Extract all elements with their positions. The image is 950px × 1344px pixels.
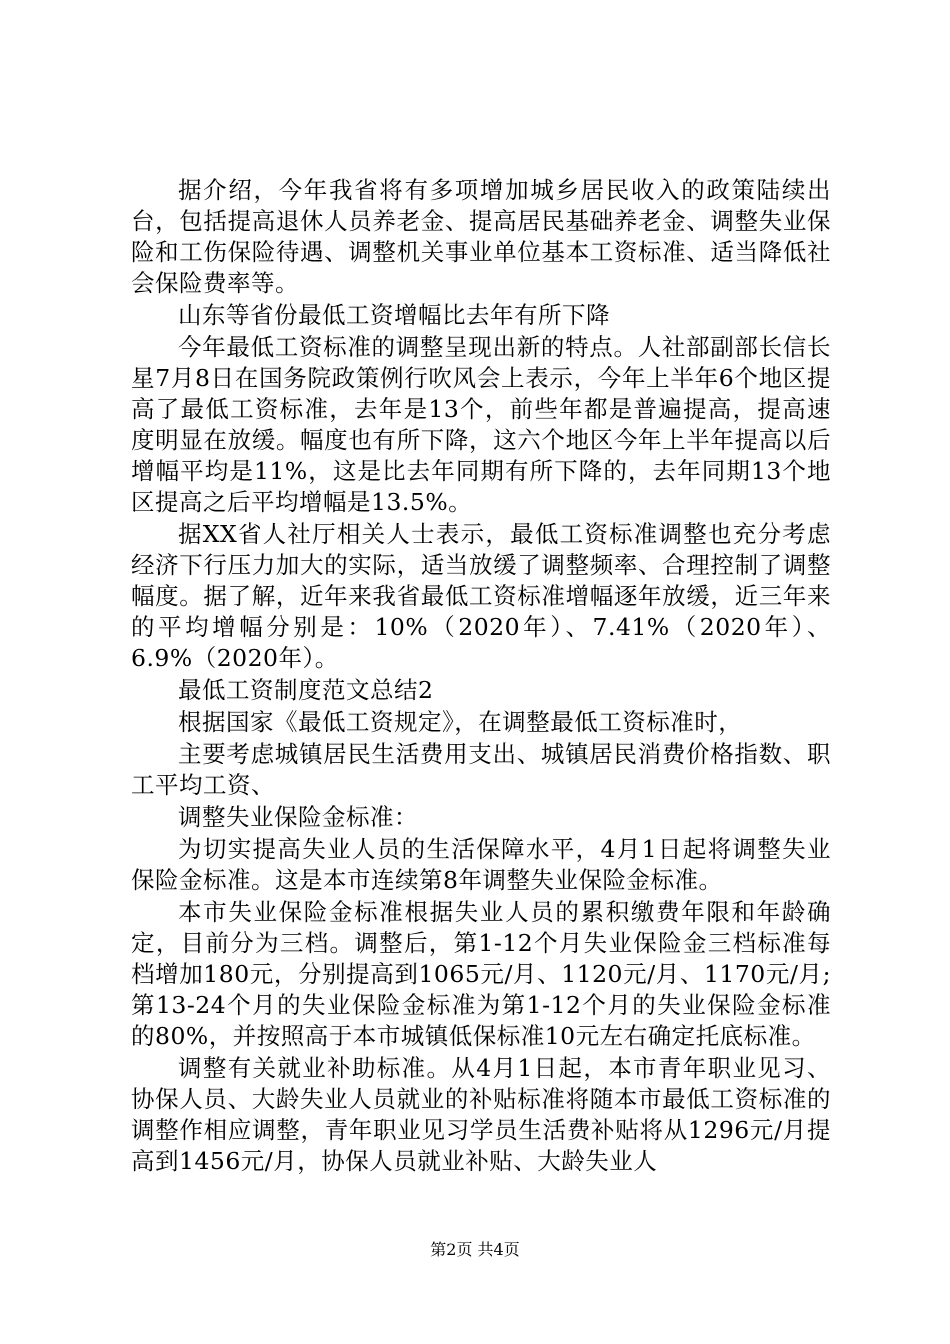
section-heading-unemployment-insurance: 调整失业保险金标准： [178,803,418,831]
paragraph-minimum-wage-features: 今年最低工资标准的调整呈现出新的特点。人社部副部长信长星7月8日在国务院政策例行吹风会上表示，今年上半年6个地区提高了最低工资标准，去年是13个，前些年都是普遍提高，提高速度明显在放缓。幅度也有所下降，这六个地区今年上半年提高以后增幅平均是11%，这是比去年同期有所下降的，去年同期13个地区提高之后平均增幅是13.5%。 [131,333,831,516]
paragraph-employment-subsidy: 调整有关就业补助标准。从4月1日起，本市青年职业见习、协保人员、大龄失业人员就业的补贴标准将随本市最低工资标准的调整作相应调整，青年职业见习学员生活费补贴将从1296元/月提高到1456元/月，协保人员就业补贴、大龄失业人 [131,1054,831,1175]
paragraph-income-policies: 据介绍，今年我省将有多项增加城乡居民收入的政策陆续出台，包括提高退休人员养老金、提高居民基础养老金、调整失业保险和工伤保险待遇、调整机关事业单位基本工资标准、适当降低社会保险费率等。 [131,176,831,297]
section-heading-shandong: 山东等省份最低工资增幅比去年有所下降 [178,301,610,329]
paragraph-province-statement: 据XX省人社厅相关人士表示，最低工资标准调整也充分考虑经济下行压力加大的实际，适当放缓了调整频率、合理控制了调整幅度。据了解，近年来我省最低工资标准增幅逐年放缓，近三年来的平均增幅分别是：10%（2020年）、7.41%（2020年）、6.9%（2020年）。 [131,520,831,672]
paragraph-unemployment-tiers: 本市失业保险金标准根据失业人员的累积缴费年限和年龄确定，目前分为三档。调整后，第1-12个月失业保险金三档标准每档增加180元，分别提高到1065元/月、1120元/月、1170元/月;第13-24个月的失业保险金标准为第1-12个月的失业保险金标准的80%，并按照高于本市城镇低保标准10元左右确定托底标准。 [131,898,831,1050]
paragraph-unemployment-adjustment: 为切实提高失业人员的生活保障水平，4月1日起将调整失业保险金标准。这是本市连续第8年调整失业保险金标准。 [131,835,831,894]
section-heading-summary-2: 最低工资制度范文总结2 [178,676,434,704]
paragraph-considerations: 主要考虑城镇居民生活费用支出、城镇居民消费价格指数、职工平均工资、 [131,740,831,799]
page-number-footer: 第2页 共4页 [430,1240,520,1259]
document-body [131,175,831,1178]
paragraph-national-regulation: 根据国家《最低工资规定》，在调整最低工资标准时， [178,708,743,736]
